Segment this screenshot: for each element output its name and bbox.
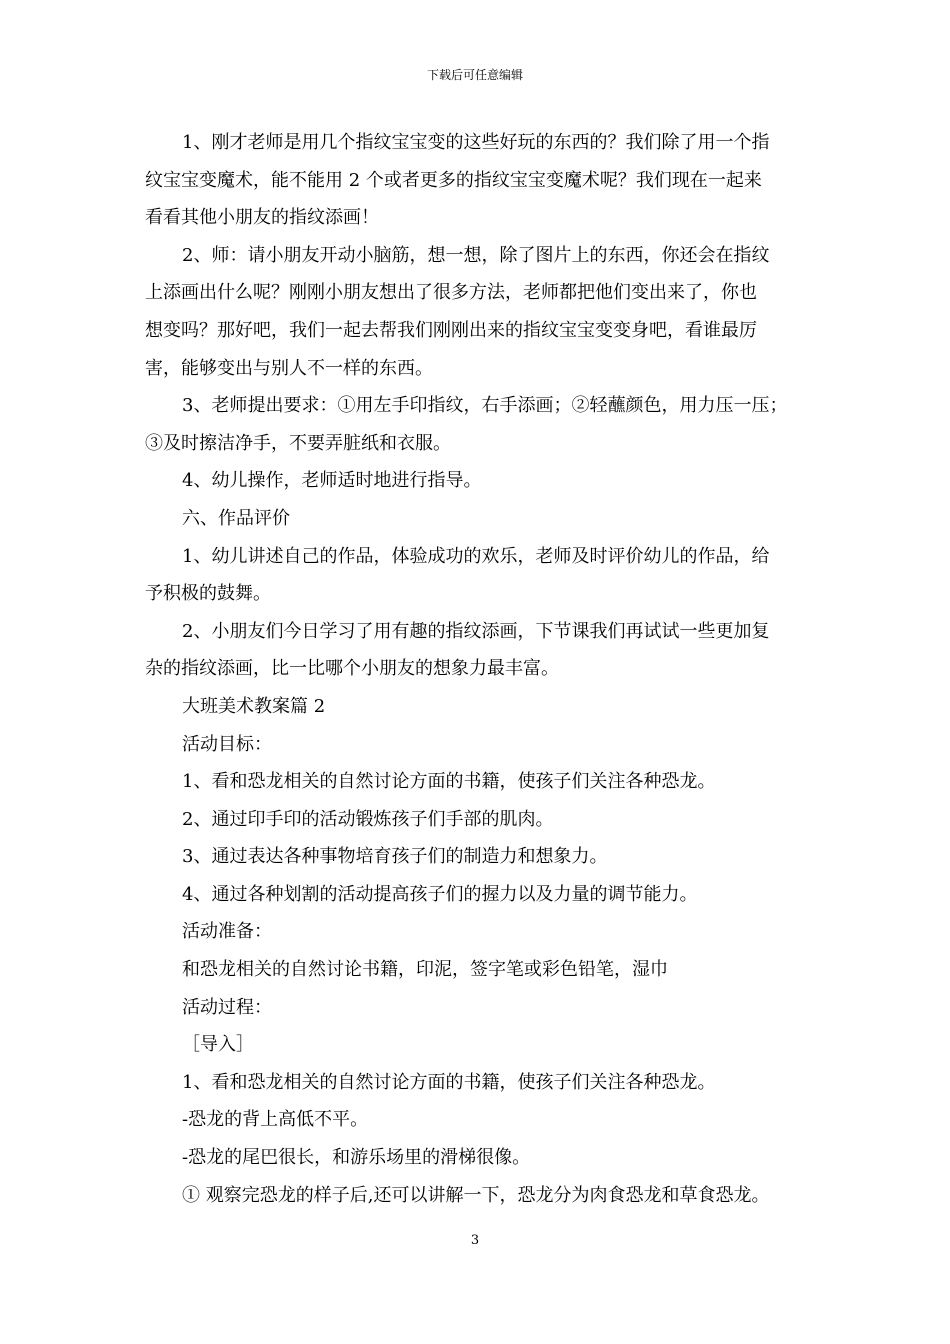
text-line: 纹宝宝变魔术，能不能用 2 个或者更多的指纹宝宝变魔术呢？我们现在一起来 — [145, 169, 762, 191]
text-line: 3、通过表达各种事物培育孩子们的制造力和想象力。 — [182, 846, 608, 868]
text-line: ③及时擦洁净手，不要弄脏纸和衣服。 — [145, 432, 451, 454]
text-line: 想变吗？那好吧，我们一起去帮我们刚刚出来的指纹宝宝变变身吧，看谁最厉 — [145, 319, 757, 341]
text-line: 1、看和恐龙相关的自然讨论方面的书籍，使孩子们关注各种恐龙。 — [182, 1071, 716, 1093]
page-number: 3 — [470, 1233, 480, 1248]
text-line: 2、通过印手印的活动锻炼孩子们手部的肌肉。 — [182, 808, 554, 830]
subheading: 活动目标： — [182, 733, 272, 755]
text-line: 上添画出什么呢？刚刚小朋友想出了很多方法，老师都把他们变出来了，你也 — [145, 282, 757, 304]
text-line: 杂的指纹添画，比一比哪个小朋友的想象力最丰富。 — [145, 658, 559, 680]
section-heading: 六、作品评价 — [182, 507, 290, 529]
text-line: 害，能够变出与别人不一样的东西。 — [145, 357, 433, 379]
text-line: 看看其他小朋友的指纹添画！ — [145, 207, 379, 229]
section-heading: 大班美术教案篇 2 — [182, 695, 326, 717]
text-line: 1、幼儿讲述自己的作品，体验成功的欢乐，老师及时评价幼儿的作品，给 — [182, 545, 770, 567]
text-line: 3、老师提出要求：①用左手印指纹，右手添画；②轻蘸颜色，用力压一压； — [182, 395, 788, 417]
text-line: 2、小朋友们今日学习了用有趣的指纹添画，下节课我们再试试一些更加复 — [182, 620, 770, 642]
document-body — [145, 124, 810, 1214]
subheading: ［导入］ — [182, 1034, 254, 1056]
subheading: 活动过程： — [182, 996, 272, 1018]
text-line: 2、师：请小朋友开动小脑筋，想一想，除了图片上的东西，你还会在指纹 — [182, 244, 770, 266]
subheading: 活动准备： — [182, 921, 272, 943]
text-line: 和恐龙相关的自然讨论书籍，印泥，签字笔或彩色铅笔，湿巾 — [182, 959, 668, 981]
text-line: 4、通过各种划割的活动提高孩子们的握力以及力量的调节能力。 — [182, 883, 698, 905]
text-line: ① 观察完恐龙的样子后,还可以讲解一下，恐龙分为肉食恐龙和草食恐龙。 — [182, 1184, 770, 1206]
text-line: 1、刚才老师是用几个指纹宝宝变的这些好玩的东西的？我们除了用一个指 — [182, 132, 770, 153]
text-line: 4、幼儿操作，老师适时地进行指导。 — [182, 470, 482, 492]
page-header: 下载后可任意编辑 — [426, 68, 523, 82]
text-line: -恐龙的背上高低不平。 — [182, 1109, 369, 1131]
text-line: -恐龙的尾巴很长，和游乐场里的滑梯很像。 — [182, 1147, 531, 1169]
text-line: 予积极的鼓舞。 — [145, 583, 271, 605]
text-line: 1、看和恐龙相关的自然讨论方面的书籍，使孩子们关注各种恐龙。 — [182, 771, 716, 793]
